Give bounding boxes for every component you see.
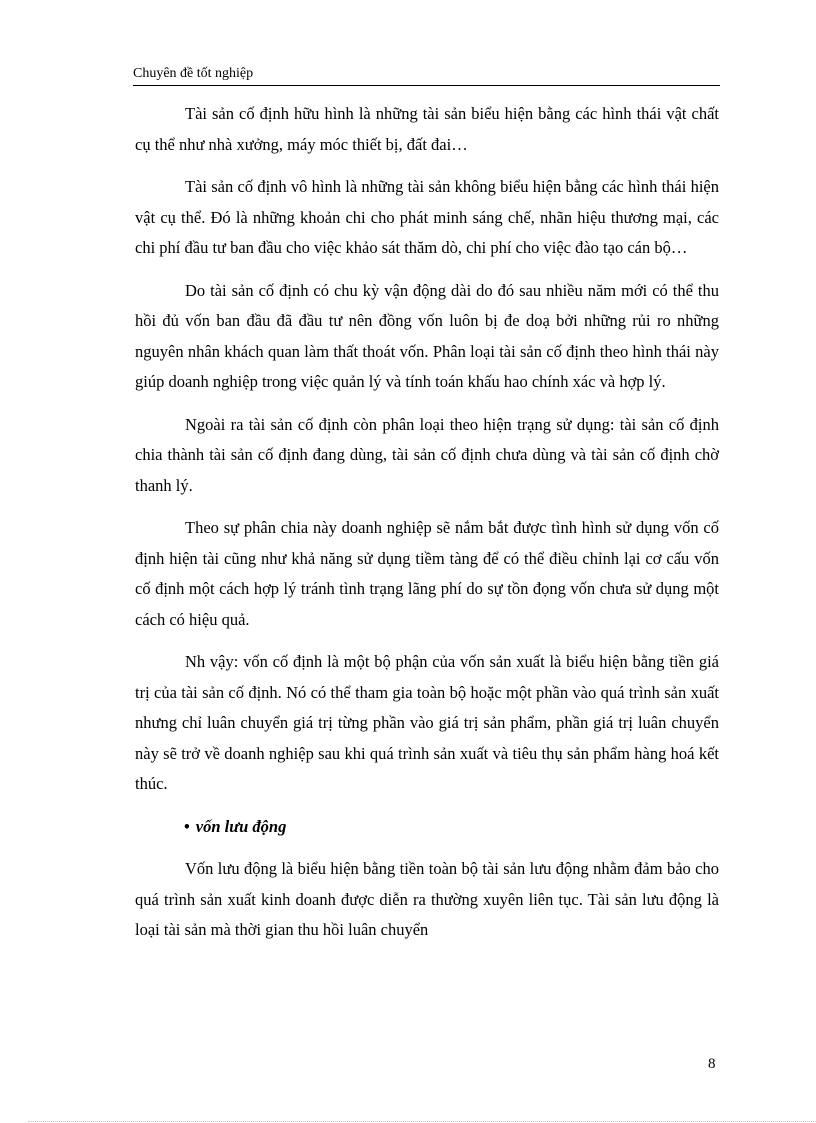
paragraph-usage-status: Ngoài ra tài sản cố định còn phân loại theo hiện trạng sử dụng: tài sản cố định chia thành tài sản cố định đang dùng, tài sản cố định chưa dùng và tài sản cố định chờ thanh lý. — [135, 414, 719, 495]
section-heading-text: vốn lưu động — [195, 816, 287, 836]
section-heading-working-capital — [135, 812, 719, 843]
paragraph-working-capital: Vốn lưu động là biểu hiện bằng tiền toàn bộ tài sản lưu động nhằm đảm bảo cho quá trình sản xuất kinh doanh được diễn ra thường xuyên liên tục. Tài sản lưu động là loại tài sản mà thời gian thu hồi luân chuyển — [135, 859, 719, 939]
paragraph-tangible-assets: Tài sản cố định hữu hình là những tài sản biểu hiện bằng các hình thái vật chất cụ thể như nhà xưởng, máy móc thiết bị, đất đai… — [135, 104, 719, 154]
paragraph-intangible-assets: Tài sản cố định vô hình là những tài sản không biểu hiện bằng các hình thái hiện vật cụ thể. Đó là những khoản chi cho phát minh sáng chế, nhãn hiệu thương mại, các chi phí đầu tư ban đầu cho việc khảo sát thăm dò, chi phí cho việc đào tạo cán bộ… — [135, 177, 719, 257]
paragraph-classification-benefit: Theo sự phân chia này doanh nghiệp sẽ nắm bắt được tình hình sử dụng vốn cố định hiện tài cũng như khả năng sử dụng tiềm tàng để có thể điều chỉnh lại cơ cấu vốn cố định một cách hợp lý tránh tình trạng lãng phí do sự tồn đọng vốn chưa sử dụng một cách có hiệu quả. — [135, 518, 719, 629]
page-number: 8 — [708, 1056, 716, 1072]
body-text — [135, 99, 719, 958]
bullet-icon: • — [184, 816, 190, 836]
page-header — [133, 64, 720, 86]
paragraph-depreciation: Do tài sản cố định có chu kỳ vận động dài do đó sau nhiều năm mới có thể thu hồi đủ vốn ban đầu đã đầu tư nên đồng vốn luôn bị đe doạ bởi những rủi ro những nguyên nhân khách quan làm thất thoát vốn. Phân loại tài sản cố định theo hình thái này giúp doanh nghiệp trong việc quản lý và tính toán khấu hao chính xác và hợp lý. — [135, 280, 719, 391]
header-title: Chuyên đề tốt nghiệp — [133, 66, 254, 81]
paragraph-fixed-capital-summary: Nh vậy: vốn cố định là một bộ phận của vốn sản xuất là biểu hiện bằng tiền giá trị của tài sản cố định. Nó có thể tham gia toàn bộ hoặc một phần vào quá trình sản xuất nhưng chỉ luân chuyển giá trị từng phần vào giá trị sản phẩm, phần giá trị luân chuyển này sẽ trở về doanh nghiệp sau khi quá trình sản xuất và tiêu thụ sản phẩm hàng hoá kết thúc. — [135, 652, 719, 793]
footer-divider — [28, 1121, 816, 1122]
